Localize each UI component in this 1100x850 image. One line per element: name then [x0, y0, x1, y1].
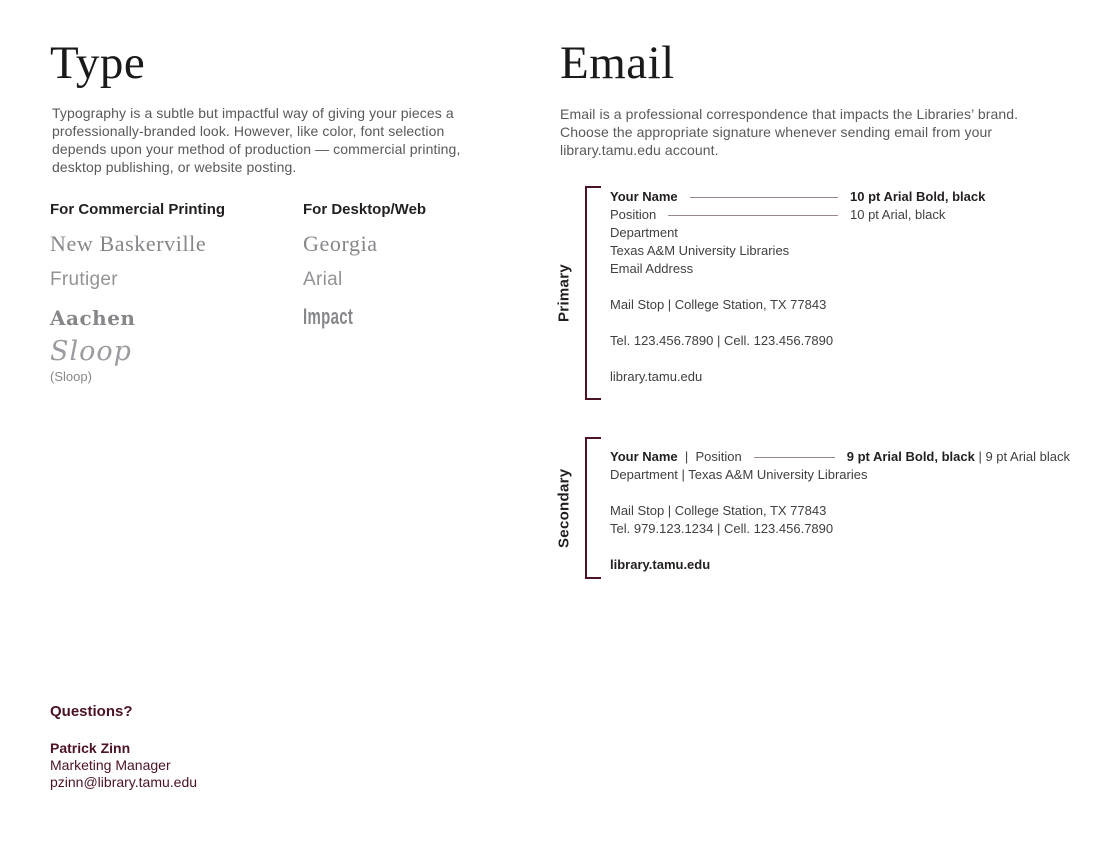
- font-sample-impact: Impact: [303, 304, 354, 329]
- leader-line: [754, 448, 835, 458]
- primary-department-text: Department: [610, 225, 678, 240]
- font-sample-georgia: Georgia: [303, 231, 378, 256]
- primary-email-address: [610, 260, 1006, 278]
- secondary-dept-text: Department | Texas A&M University Libraries: [610, 467, 868, 482]
- contact-heading: Questions?: [50, 703, 133, 720]
- contact-name: Patrick Zinn: [50, 740, 131, 756]
- type-section-title: Type: [50, 37, 146, 89]
- blank-line: [610, 484, 1070, 502]
- primary-web-line: [610, 368, 1006, 386]
- blank-line: [610, 538, 1070, 556]
- primary-label: Primary: [555, 264, 573, 322]
- secondary-web-line: [610, 556, 1070, 574]
- primary-signature: [610, 188, 1006, 386]
- secondary-mail-text: Mail Stop | College Station, TX 77843: [610, 503, 827, 518]
- primary-position: Position: [610, 207, 657, 222]
- primary-web-text: library.tamu.edu: [610, 369, 703, 384]
- font-sample-sloop: Sloop: [50, 336, 132, 367]
- secondary-label: Secondary: [555, 468, 573, 548]
- primary-mail-text: Mail Stop | College Station, TX 77843: [610, 297, 827, 312]
- leader-line: [668, 206, 838, 216]
- primary-bracket: [585, 186, 601, 400]
- font-sample-frutiger: Frutiger: [50, 269, 118, 290]
- blank-line: [610, 314, 1006, 332]
- primary-organization: [610, 242, 1006, 260]
- primary-organization-text: Texas A&M University Libraries: [610, 243, 790, 258]
- contact-email: pzinn@library.tamu.edu: [50, 774, 198, 790]
- primary-tel-text: Tel. 123.456.7890 | Cell. 123.456.7890: [610, 333, 834, 348]
- secondary-name-row: [610, 448, 1070, 466]
- commercial-printing-heading: For Commercial Printing: [50, 201, 226, 218]
- secondary-signature: [610, 448, 1070, 574]
- secondary-dept-line: [610, 466, 1070, 484]
- secondary-mail-line: [610, 502, 1070, 520]
- font-sample-arial: Arial: [303, 269, 343, 290]
- primary-tel-line: [610, 332, 1006, 350]
- secondary-position: Position: [695, 449, 742, 464]
- primary-department: [610, 224, 1006, 242]
- email-intro-paragraph: Email is a professional correspondence that impacts the Libraries’ brand. Choose the appropriate signature whenever sending email from your library.tamu.edu account.: [560, 106, 1019, 158]
- secondary-web-text: library.tamu.edu: [610, 557, 711, 572]
- secondary-bracket: [585, 437, 601, 579]
- blank-line: [610, 350, 1006, 368]
- contact-title: Marketing Manager: [50, 757, 171, 773]
- contact-spacer: [50, 720, 197, 740]
- primary-name-row: [610, 188, 1006, 206]
- primary-mail-line: [610, 296, 1006, 314]
- email-section-title: Email: [560, 37, 675, 89]
- primary-position-row: [610, 206, 1006, 224]
- primary-position-annotation: 10 pt Arial, black: [850, 207, 946, 222]
- secondary-annotation-bold: 9 pt Arial Bold, black: [846, 449, 975, 464]
- type-intro-paragraph: Typography is a subtle but impactful way of giving your pieces a professionally-branded look. However, like color, font selection depends upon your method of production — commercial printing, desktop publishing, or website posting.: [52, 105, 461, 175]
- blank-line: [610, 278, 1006, 296]
- secondary-tel-line: [610, 520, 1070, 538]
- secondary-annotation-rest: | 9 pt Arial black: [974, 449, 1070, 464]
- secondary-separator: |: [677, 449, 696, 464]
- font-sample-sloop-caption: (Sloop): [50, 369, 92, 384]
- font-sample-aachen: Aachen: [50, 306, 136, 330]
- contact-block: [50, 703, 197, 791]
- primary-name-annotation: 10 pt Arial Bold, black: [850, 189, 986, 204]
- leader-line: [690, 188, 838, 198]
- primary-email-address-text: Email Address: [610, 261, 694, 276]
- secondary-name: Your Name: [610, 449, 678, 464]
- font-sample-new-baskerville: New Baskerville: [50, 231, 207, 256]
- secondary-tel-text: Tel. 979.123.1234 | Cell. 123.456.7890: [610, 521, 834, 536]
- primary-name: Your Name: [610, 189, 678, 204]
- desktop-web-heading: For Desktop/Web: [303, 201, 427, 218]
